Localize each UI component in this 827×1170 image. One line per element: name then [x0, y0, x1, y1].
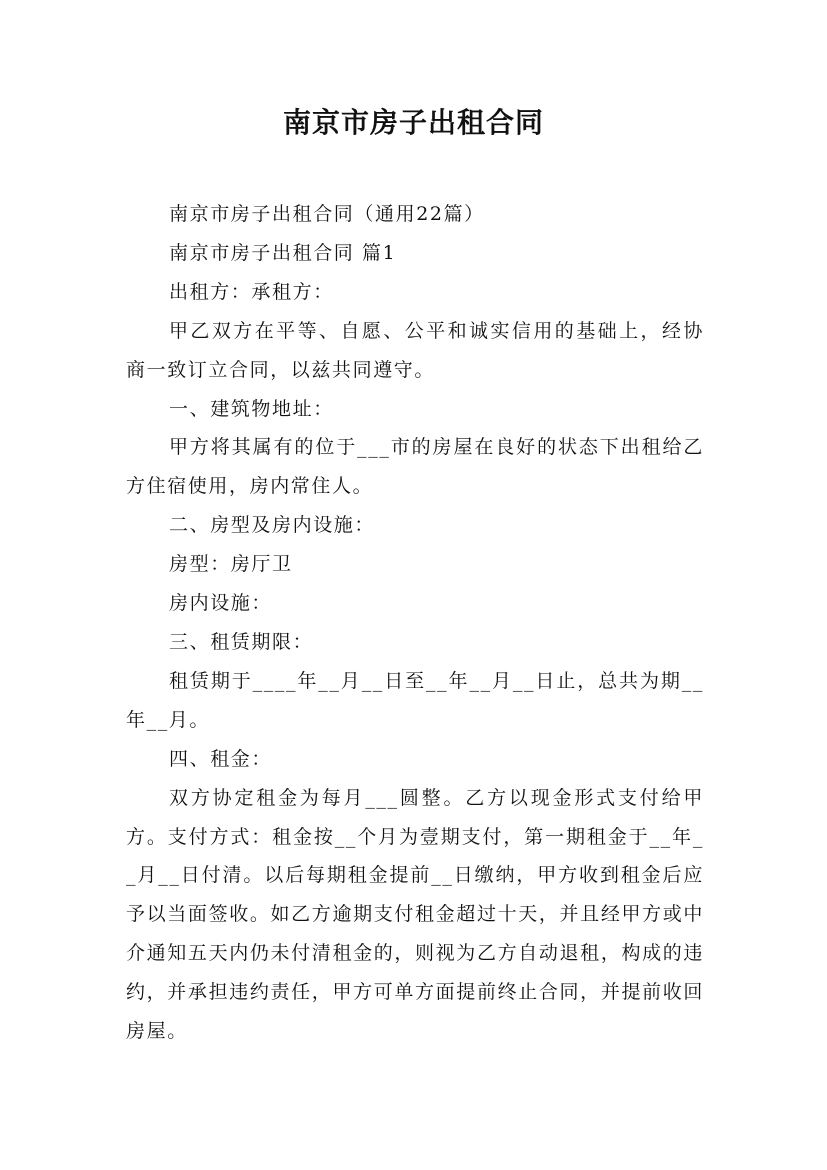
paragraph-clause-4-body: 双方协定租金为每月___圆整。乙方以现金形式支付给甲方。支付方式：租金按__个月为壹期支付，第一期租金于__年__月__日付清。以后每期租金提前__日缴纳，甲方收到租金后应予以当面签收。如乙方逾期支付租金超过十天，并且经甲方或中介通知五天内仍未付清租金的，则视为乙方自动退租，构成的违约，并承担违约责任，甲方可单方面提前终止合同，并提前收回房屋。	[126, 786, 704, 1043]
document-body	[126, 195, 704, 1051]
paragraph-facilities: 房内设施：	[169, 592, 273, 615]
paragraph-clause-4-heading: 四、租金：	[169, 747, 273, 770]
paragraph-section-heading: 南京市房子出租合同 篇1	[169, 241, 397, 264]
document-title: 南京市房子出租合同	[282, 106, 544, 139]
paragraph-preamble: 甲乙双方在平等、自愿、公平和诚实信用的基础上，经协商一致订立合同，以兹共同遵守。	[126, 319, 704, 381]
paragraph-clause-2-heading: 二、房型及房内设施：	[169, 514, 376, 537]
paragraph-clause-1-body: 甲方将其属有的位于___市的房屋在良好的状态下出租给乙方住宿使用，房内常住人。	[126, 436, 704, 498]
paragraph-room-type: 房型：房厅卫	[169, 553, 293, 576]
paragraph-parties: 出租方：承租方：	[169, 280, 334, 303]
paragraph-subtitle: 南京市房子出租合同（通用22篇）	[169, 203, 485, 225]
paragraph-clause-3-heading: 三、租赁期限：	[169, 630, 314, 653]
paragraph-clause-1-heading: 一、建筑物地址：	[169, 397, 334, 420]
paragraph-clause-3-body: 租赁期于____年__月__日至__年__月__日止，总共为期__年__月。	[126, 669, 704, 731]
